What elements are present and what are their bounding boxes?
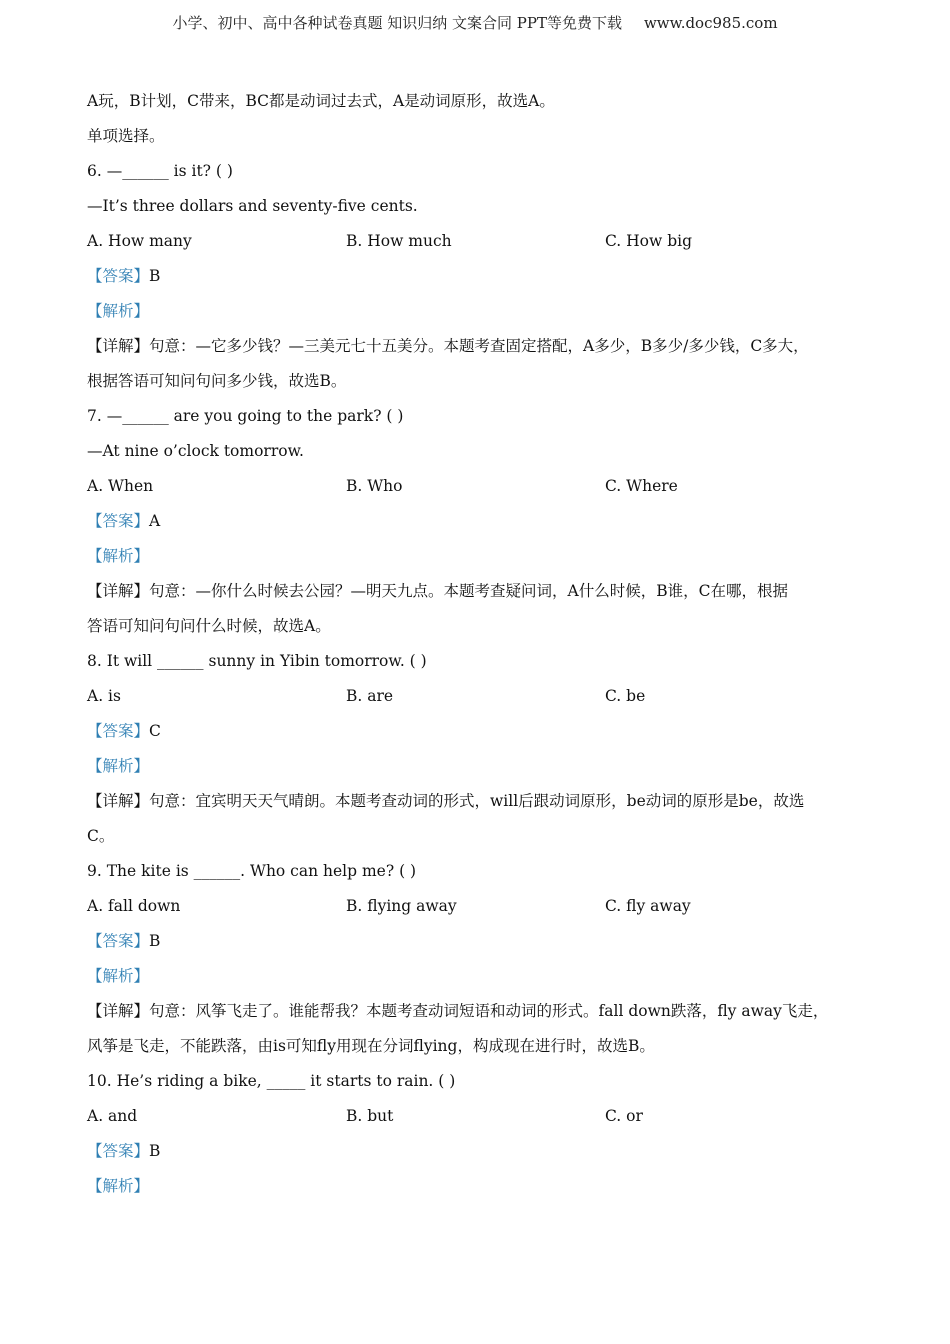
options-row: [87, 1099, 867, 1134]
detail-line-cont: 风筝是飞走，不能跌落，由is可知fly用现在分词flying，构成现在进行时，故选B。: [87, 1037, 655, 1055]
detail-label: 【详解】: [87, 792, 150, 810]
analysis-line: [87, 959, 867, 994]
analysis-line: [87, 749, 867, 784]
analysis-label: 【解析】: [87, 757, 150, 775]
answer-label: 【答案】: [87, 1142, 150, 1160]
option-c: C. How big: [605, 232, 693, 250]
answer-line: [87, 1134, 867, 1169]
option-b: B. are: [346, 687, 394, 705]
intro-line: A玩，B计划，C带来，BC都是动词过去式，A是动词原形，故选A。: [87, 92, 555, 110]
detail-line-cont: C。: [87, 827, 115, 845]
options-row: [87, 224, 867, 259]
answer-line: [87, 259, 867, 294]
analysis-line: [87, 539, 867, 574]
options-row: [87, 889, 867, 924]
question-stem: 9. The kite is ______. Who can help me? ( ): [87, 862, 417, 880]
answer-label: 【答案】: [87, 722, 150, 740]
analysis-line: [87, 294, 867, 329]
option-a: A. and: [87, 1107, 138, 1125]
detail-line: [87, 329, 867, 364]
detail-text: 句意：风筝飞走了。谁能帮我？本题考查动词短语和动词的形式。fall down跌落，fly away飞走，: [149, 1002, 829, 1020]
option-b: B. How much: [346, 232, 452, 250]
analysis-label: 【解析】: [87, 1177, 150, 1195]
answer-value: C: [149, 722, 161, 740]
detail-line: [87, 994, 867, 1029]
option-c: C. Where: [605, 477, 678, 495]
section-title: 单项选择。: [87, 127, 165, 145]
answer-line: [87, 924, 867, 959]
answer-line: [87, 714, 867, 749]
answer-value: A: [149, 512, 161, 530]
detail-line-cont: 答语可知问句问什么时候，故选A。: [87, 617, 331, 635]
question-stem: 7. —______ are you going to the park? ( ): [87, 407, 404, 425]
answer-label: 【答案】: [87, 512, 150, 530]
option-b: B. flying away: [346, 897, 457, 915]
question-10: [87, 1064, 867, 1204]
header-text: 小学、初中、高中各种试卷真题 知识归纳 文案合同 PPT等免费下载: [172, 14, 622, 32]
question-9: [87, 854, 867, 1064]
detail-label: 【详解】: [87, 582, 150, 600]
analysis-label: 【解析】: [87, 302, 150, 320]
option-a: A. When: [87, 477, 154, 495]
question-reply: —At nine o’clock tomorrow.: [87, 442, 304, 460]
question-reply: —It’s three dollars and seventy-five cents.: [87, 197, 418, 215]
analysis-label: 【解析】: [87, 967, 150, 985]
option-c: C. or: [605, 1107, 643, 1125]
answer-value: B: [149, 932, 161, 950]
answer-value: B: [149, 267, 161, 285]
document-body: [87, 84, 867, 1204]
option-a: A. is: [87, 687, 121, 705]
option-c: C. fly away: [605, 897, 691, 915]
detail-label: 【详解】: [87, 337, 150, 355]
header-site: www.doc985.com: [643, 14, 778, 32]
question-7: [87, 399, 867, 644]
answer-label: 【答案】: [87, 932, 150, 950]
option-a: A. How many: [87, 232, 192, 250]
question-6: [87, 154, 867, 399]
answer-label: 【答案】: [87, 267, 150, 285]
question-8: [87, 644, 867, 854]
question-stem: 8. It will ______ sunny in Yibin tomorrow. ( ): [87, 652, 427, 670]
answer-value: B: [149, 1142, 161, 1160]
detail-line-cont: 根据答语可知问句问多少钱，故选B。: [87, 372, 347, 390]
option-c: C. be: [605, 687, 646, 705]
detail-text: 句意：宜宾明天天气晴朗。本题考查动词的形式，will后跟动词原形，be动词的原形是be，故选: [149, 792, 805, 810]
detail-text: 句意：—你什么时候去公园？—明天九点。本题考查疑问词，A什么时候，B谁，C在哪，根据: [149, 582, 788, 600]
analysis-label: 【解析】: [87, 547, 150, 565]
page-header: [0, 12, 950, 33]
detail-text: 句意：—它多少钱？—三美元七十五美分。本题考查固定搭配，A多少，B多少/多少钱，C多大，: [149, 337, 809, 355]
option-b: B. but: [346, 1107, 394, 1125]
options-row: [87, 469, 867, 504]
question-stem: 10. He’s riding a bike, _____ it starts to rain. ( ): [87, 1072, 456, 1090]
answer-line: [87, 504, 867, 539]
option-a: A. fall down: [87, 897, 181, 915]
detail-label: 【详解】: [87, 1002, 150, 1020]
option-b: B. Who: [346, 477, 403, 495]
detail-line: [87, 784, 867, 819]
detail-line: [87, 574, 867, 609]
analysis-line: [87, 1169, 867, 1204]
options-row: [87, 679, 867, 714]
question-stem: 6. —______ is it? ( ): [87, 162, 233, 180]
